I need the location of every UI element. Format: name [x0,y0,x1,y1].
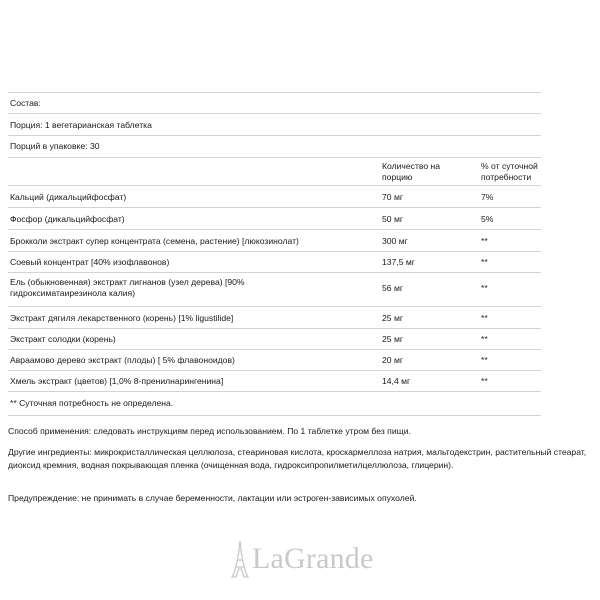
footnote-row [8,391,541,415]
table-row [8,229,541,251]
ingredient-amount: 300 мг [382,236,408,246]
ingredient-name: Авраамово дерево экстракт (плоды) [ 5% флавоноидов) [10,355,235,365]
table-bottom-divider [8,415,541,416]
table-row [8,328,541,349]
ingredient-daily-value: ** [481,355,488,365]
ingredient-amount: 137,5 мг [382,257,415,267]
ingredient-name: Ель (обыкновенная) экстракт лигнанов (узел дерева) [90% гидроксиматаирезинола калия) [10,277,245,298]
ingredient-daily-value: ** [481,257,488,267]
servings-per-container: Порций в упаковке: 30 [10,141,100,151]
ingredient-amount: 14,4 мг [382,376,411,386]
ingredient-daily-value: ** [481,236,488,246]
serving-size: Порция: 1 вегетарианская таблетка [10,120,152,130]
composition-row [8,92,541,113]
ingredient-amount: 56 мг [382,283,403,293]
table-row [8,306,541,328]
ingredient-amount: 20 мг [382,355,403,365]
ingredient-name: Брокколи экстракт супер концентрата (семена, растение) [люкозинолат) [10,236,299,246]
ingredient-amount: 50 мг [382,214,403,224]
ingredient-name: Экстракт солодки (корень) [10,334,116,344]
servings-per-container-row [8,135,541,157]
table-row [8,272,541,306]
ingredient-daily-value: ** [481,283,488,293]
ingredient-daily-value: ** [481,376,488,386]
serving-row [8,113,541,135]
watermark-logo [230,540,374,578]
ingredient-name: Соевый концентрат [40% изофлавонов) [10,257,170,267]
other-ingredients: Другие ингредиенты: микрокристаллическая целлюлоза, стеариновая кислота, кроскармеллоза натрия, мальтодекстрин, растительный стеарат, диоксид кремния, водная покрывающая пленка (очищенная вода, гидроксипропилметилцеллюлоза, глицерин). [8,447,587,470]
table-row [8,251,541,272]
composition-label: Состав: [10,98,41,108]
daily-value-column-header: % от суточной потребности [481,161,538,182]
supplement-facts-table [8,92,541,416]
ingredient-amount: 70 мг [382,192,403,202]
ingredient-name: Кальций (дикальцийфосфат) [10,192,127,202]
footnote: ** Суточная потребность не определена. [10,398,174,408]
table-row [8,370,541,391]
watermark-text: LaGrande [252,542,374,575]
ingredient-name: Фосфор (дикальцийфосфат) [10,214,125,224]
ingredient-name: Хмель экстракт (цветов) [1,0% 8-пренилнарингенина] [10,376,224,386]
ingredient-daily-value: 7% [481,192,494,202]
ingredient-daily-value: ** [481,334,488,344]
usage-instructions: Способ применения: следовать инструкциям перед использованием. По 1 таблетке утром без пищи. [8,426,411,436]
table-row [8,207,541,229]
table-header-row [8,157,541,185]
table-row [8,185,541,207]
ingredient-daily-value: ** [481,313,488,323]
eiffel-tower-icon [230,540,250,578]
table-row [8,349,541,370]
ingredient-daily-value: 5% [481,214,494,224]
warning: Предупреждение: не принимать в случае беременности, лактации или эстроген-зависимых опухолей. [8,493,417,503]
amount-column-header: Количество на порцию [382,161,441,182]
ingredient-name: Экстракт дягиля лекарственного (корень) [1% ligustilide] [10,313,234,323]
ingredient-amount: 25 мг [382,334,403,344]
ingredient-amount: 25 мг [382,313,403,323]
